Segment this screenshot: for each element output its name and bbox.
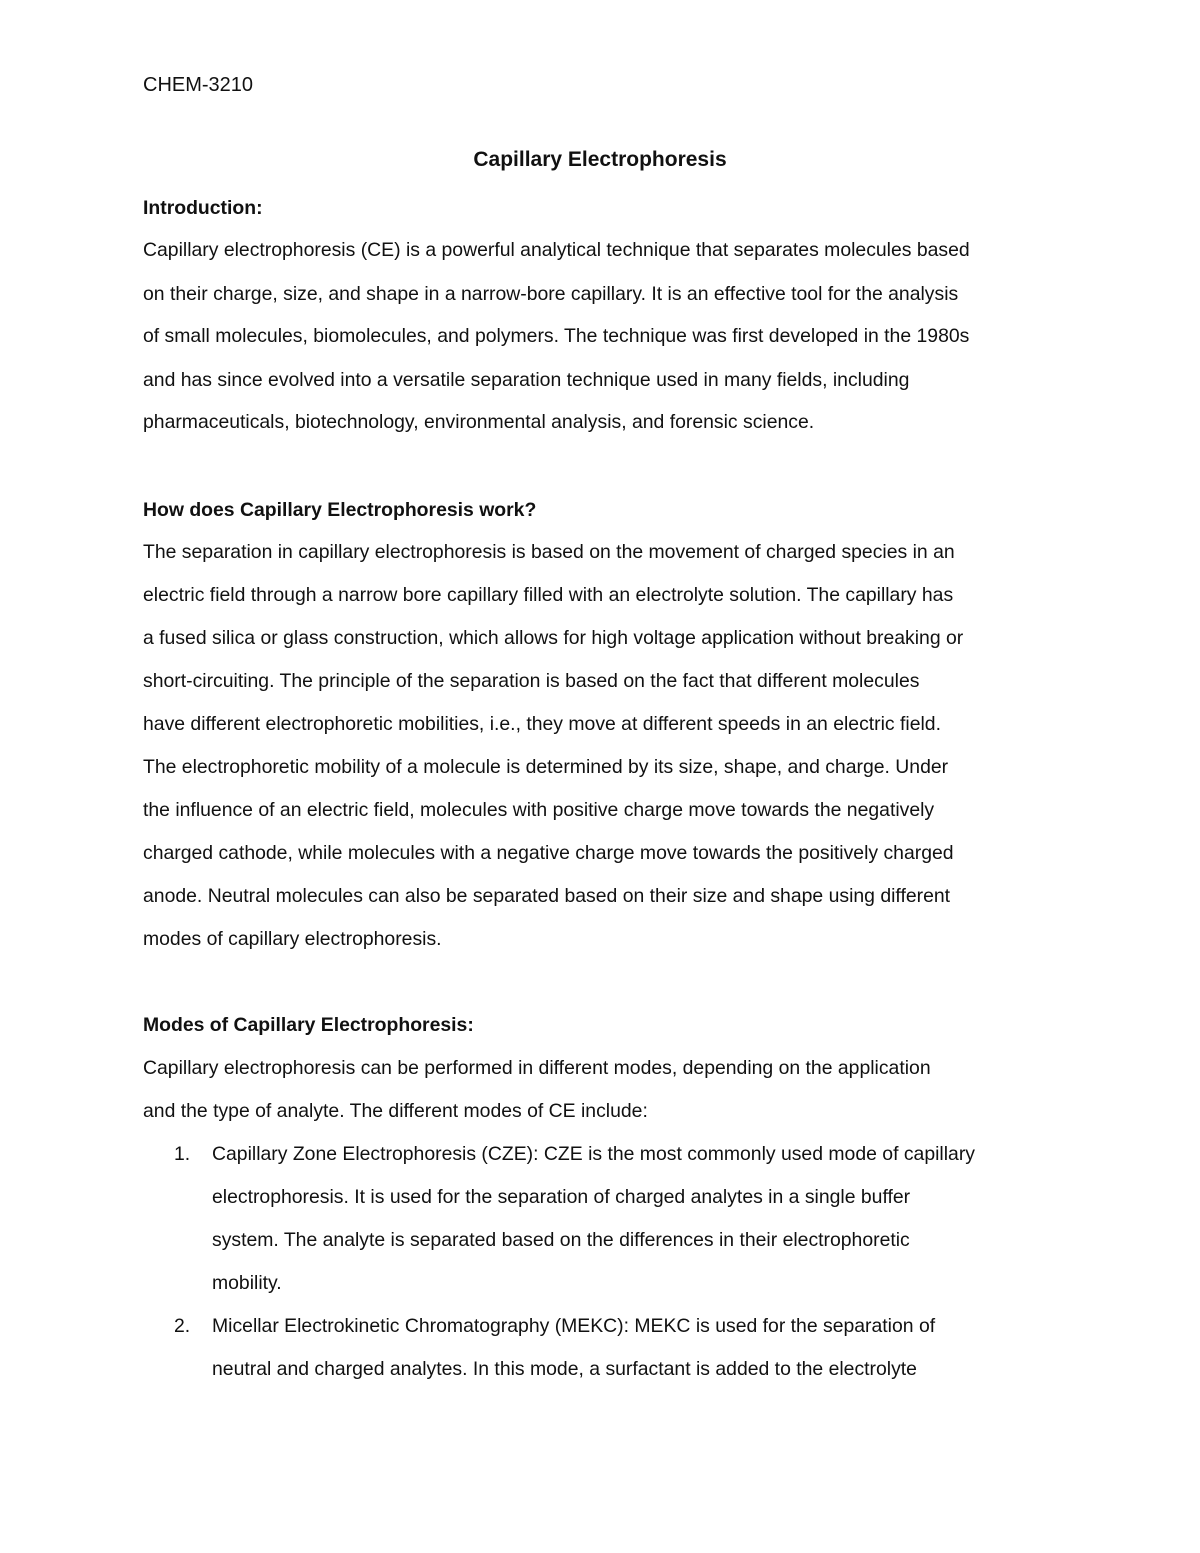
modes-line: Capillary electrophoresis can be performed in different modes, depending on the application [143,1057,931,1079]
introduction-line: and has since evolved into a versatile separation technique used in many fields, including [143,369,910,391]
introduction-line: pharmaceuticals, biotechnology, environmental analysis, and forensic science. [143,411,815,433]
introduction-line: Capillary electrophoresis (CE) is a powerful analytical technique that separates molecules based [143,239,970,261]
how-it-works-line: The electrophoretic mobility of a molecule is determined by its size, shape, and charge. Under [143,756,949,778]
how-it-works-line: anode. Neutral molecules can also be separated based on their size and shape using different [143,885,951,907]
how-it-works-line: The separation in capillary electrophoresis is based on the movement of charged species in an [143,541,955,563]
introduction-heading: Introduction: [143,197,263,219]
how-it-works-line: short-circuiting. The principle of the separation is based on the fact that different molecules [143,670,920,692]
list-item-number: 1. [174,1143,191,1165]
how-it-works-line: a fused silica or glass construction, which allows for high voltage application without breaking or [143,627,964,649]
how-it-works-line: electric field through a narrow bore capillary filled with an electrolyte solution. The capillary has [143,584,954,606]
modes-line: and the type of analyte. The different modes of CE include: [143,1100,648,1122]
course-code: CHEM-3210 [143,74,254,96]
how-it-works-heading: How does Capillary Electrophoresis work? [143,499,537,521]
list-item-line: Capillary Zone Electrophoresis (CZE): CZE is the most commonly used mode of capillary [212,1143,975,1165]
list-item-line: mobility. [212,1272,282,1294]
list-item-line: neutral and charged analytes. In this mode, a surfactant is added to the electrolyte [212,1358,917,1380]
how-it-works-line: the influence of an electric field, molecules with positive charge move towards the negatively [143,799,935,821]
modes-heading: Modes of Capillary Electrophoresis: [143,1014,474,1036]
introduction-line: on their charge, size, and shape in a narrow-bore capillary. It is an effective tool for the analysis [143,283,959,305]
how-it-works-line: modes of capillary electrophoresis. [143,928,442,950]
list-item-line: Micellar Electrokinetic Chromatography (MEKC): MEKC is used for the separation of [212,1315,936,1337]
introduction-line: of small molecules, biomolecules, and polymers. The technique was first developed in the 1980s [143,325,970,347]
list-item-number: 2. [174,1315,191,1337]
list-item-line: electrophoresis. It is used for the separation of charged analytes in a single buffer [212,1186,911,1208]
list-item-line: system. The analyte is separated based on the differences in their electrophoretic [212,1229,910,1251]
how-it-works-line: charged cathode, while molecules with a negative charge move towards the positively charged [143,842,954,864]
document-title: Capillary Electrophoresis [473,148,727,171]
how-it-works-line: have different electrophoretic mobilities, i.e., they move at different speeds in an electric field. [143,713,941,735]
